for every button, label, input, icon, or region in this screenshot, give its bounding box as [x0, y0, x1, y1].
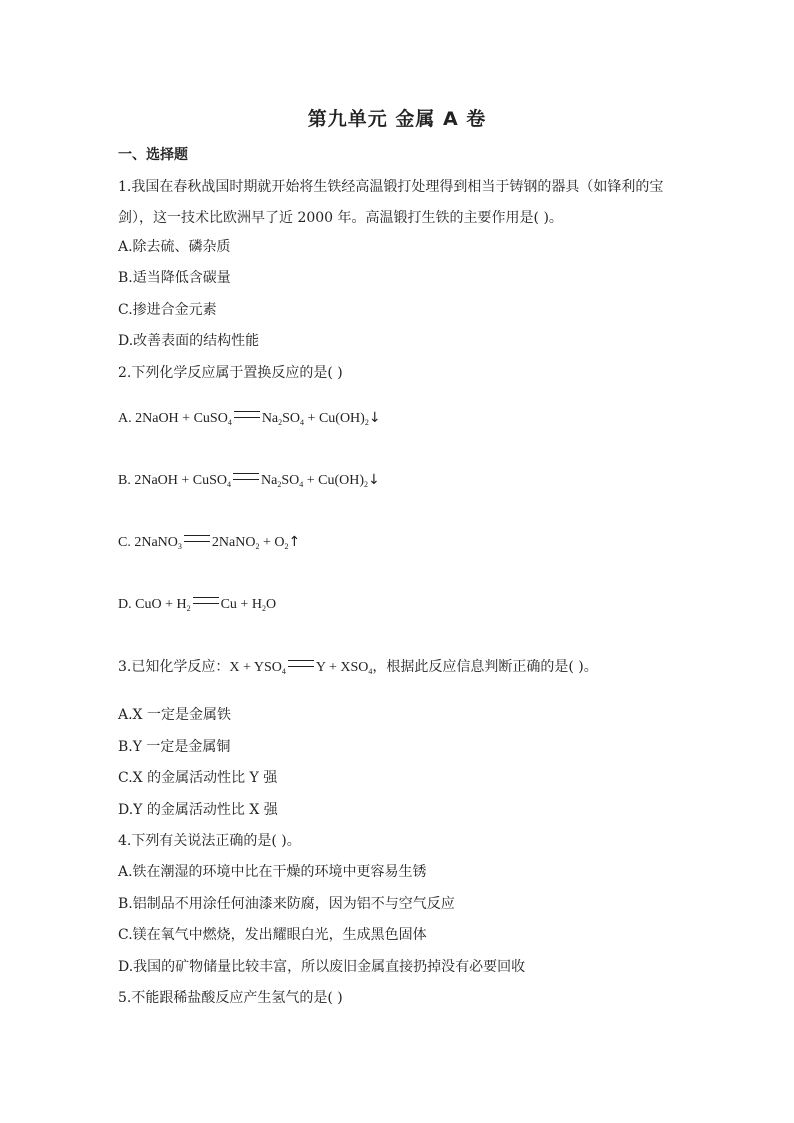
q3-option-d: D.Y 的金属活动性比 X 强 [118, 802, 278, 818]
q3-option-c: C.X 的金属活动性比 Y 强 [118, 770, 278, 786]
q4-option-b: B.铝制品不用涂任何油漆来防腐，因为铝不与空气反应 [118, 896, 455, 912]
q1-option-b: B.适当降低含碳量 [118, 270, 231, 286]
q4-option-a: A.铁在潮湿的环境中比在干燥的环境中更容易生锈 [118, 864, 427, 880]
equals-sign [184, 535, 210, 542]
q1-option-d: D.改善表面的结构性能 [118, 333, 260, 349]
option-letter: B. [118, 473, 131, 488]
q3-stem: 3.已知化学反应：$X + YSO_4$ $Y + XSO_4$，根据此反应信息判断正确的是( )。 [118, 659, 598, 676]
q4-option-c: C.镁在氧气中燃烧，发出耀眼白光，生成黑色固体 [118, 927, 427, 943]
q3-equation: $X + YSO_4$ $Y + XSO_4$ [229, 660, 373, 676]
option-letter: A. [118, 411, 132, 426]
equals-sign [193, 597, 219, 604]
q2-option-c: C. 2NaNO$_3$ 2NaNO$_2$ + $O_2↑$ [118, 534, 301, 551]
option-letter: C. [118, 535, 131, 550]
equals-sign [234, 411, 260, 418]
q4-option-d: D.我国的矿物储量比较丰富，所以废旧金属直接扔掉没有必要回收 [118, 959, 526, 975]
page-title: 第九单元 金属 A 卷 [307, 108, 487, 130]
equals-sign [288, 660, 314, 667]
precipitate-arrow-icon: ↓ [368, 472, 380, 488]
q2-option-d: D. CuO + $H_2$ $Cu + H_2O$ [118, 597, 277, 613]
precipitate-arrow-icon: ↓ [368, 410, 381, 426]
q3-option-b: B.Y 一定是金属铜 [118, 739, 231, 755]
q2-stem: 2.下列化学反应属于置换反应的是( ) [118, 365, 343, 381]
equals-sign [233, 473, 259, 480]
q2-option-a: A. 2NaOH + CuSO$_4$ $Na_2SO_4$ + $Cu(OH)_2↓$ [118, 410, 381, 427]
q1-option-a: A.除去硫、磷杂质 [118, 239, 231, 255]
q4-stem: 4.下列有关说法正确的是( )。 [118, 833, 301, 849]
q1-stem-line1: 1.我国在春秋战国时期就开始将生铁经高温锻打处理得到相当于铸钢的器具（如锋利的宝 [118, 179, 664, 195]
option-letter: D. [118, 597, 132, 612]
q5-stem: 5.不能跟稀盐酸反应产生氢气的是( ) [118, 990, 343, 1006]
section-heading: 一、选择题 [118, 147, 188, 163]
q3-option-a: A.X 一定是金属铁 [118, 707, 231, 723]
q1-option-c: C.掺进合金元素 [118, 302, 217, 318]
q2-option-b: B. 2NaOH + CuSO$_4$ $Na_2SO_4$ + $Cu(OH)_2↓$ [118, 472, 380, 489]
gas-arrow-icon: ↑ [288, 534, 301, 550]
q1-stem-line2: 剑），这一技术比欧洲早了近 2000 年。高温锻打生铁的主要作用是( )。 [118, 210, 563, 226]
